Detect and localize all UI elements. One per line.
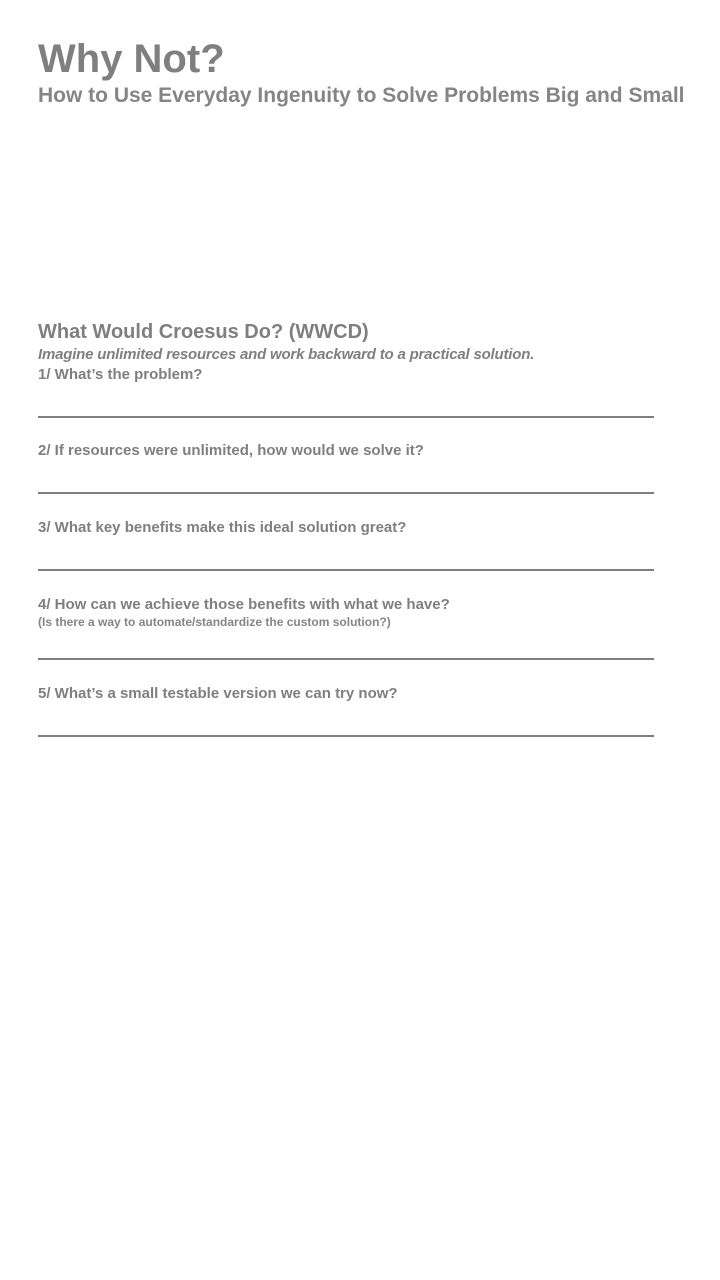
question-2-text: 2/ If resources were unlimited, how would we solve it? <box>38 442 424 459</box>
answer-line-4[interactable] <box>38 658 654 660</box>
question-5 <box>38 685 654 703</box>
question-1 <box>38 366 654 384</box>
question-5-text: 5/ What’s a small testable version we can try now? <box>38 685 398 702</box>
section-title: What Would Croesus Do? (WWCD) <box>38 321 369 343</box>
answer-line-5[interactable] <box>38 735 654 737</box>
question-1-text: 1/ What’s the problem? <box>38 366 203 383</box>
question-4-note: (Is there a way to automate/standardize the custom solution?) <box>38 615 391 629</box>
book-subtitle: How to Use Everyday Ingenuity to Solve Problems Big and Small <box>38 84 685 107</box>
question-3-text: 3/ What key benefits make this ideal solution great? <box>38 519 407 536</box>
question-4 <box>38 596 654 629</box>
answer-line-2[interactable] <box>38 492 654 494</box>
question-4-text: 4/ How can we achieve those benefits with what we have? <box>38 596 450 613</box>
section-intro: Imagine unlimited resources and work backward to a practical solution. <box>38 346 535 363</box>
question-2 <box>38 442 654 460</box>
answer-line-3[interactable] <box>38 569 654 571</box>
question-3 <box>38 519 654 537</box>
book-title: Why Not? <box>38 37 225 81</box>
answer-line-1[interactable] <box>38 416 654 418</box>
